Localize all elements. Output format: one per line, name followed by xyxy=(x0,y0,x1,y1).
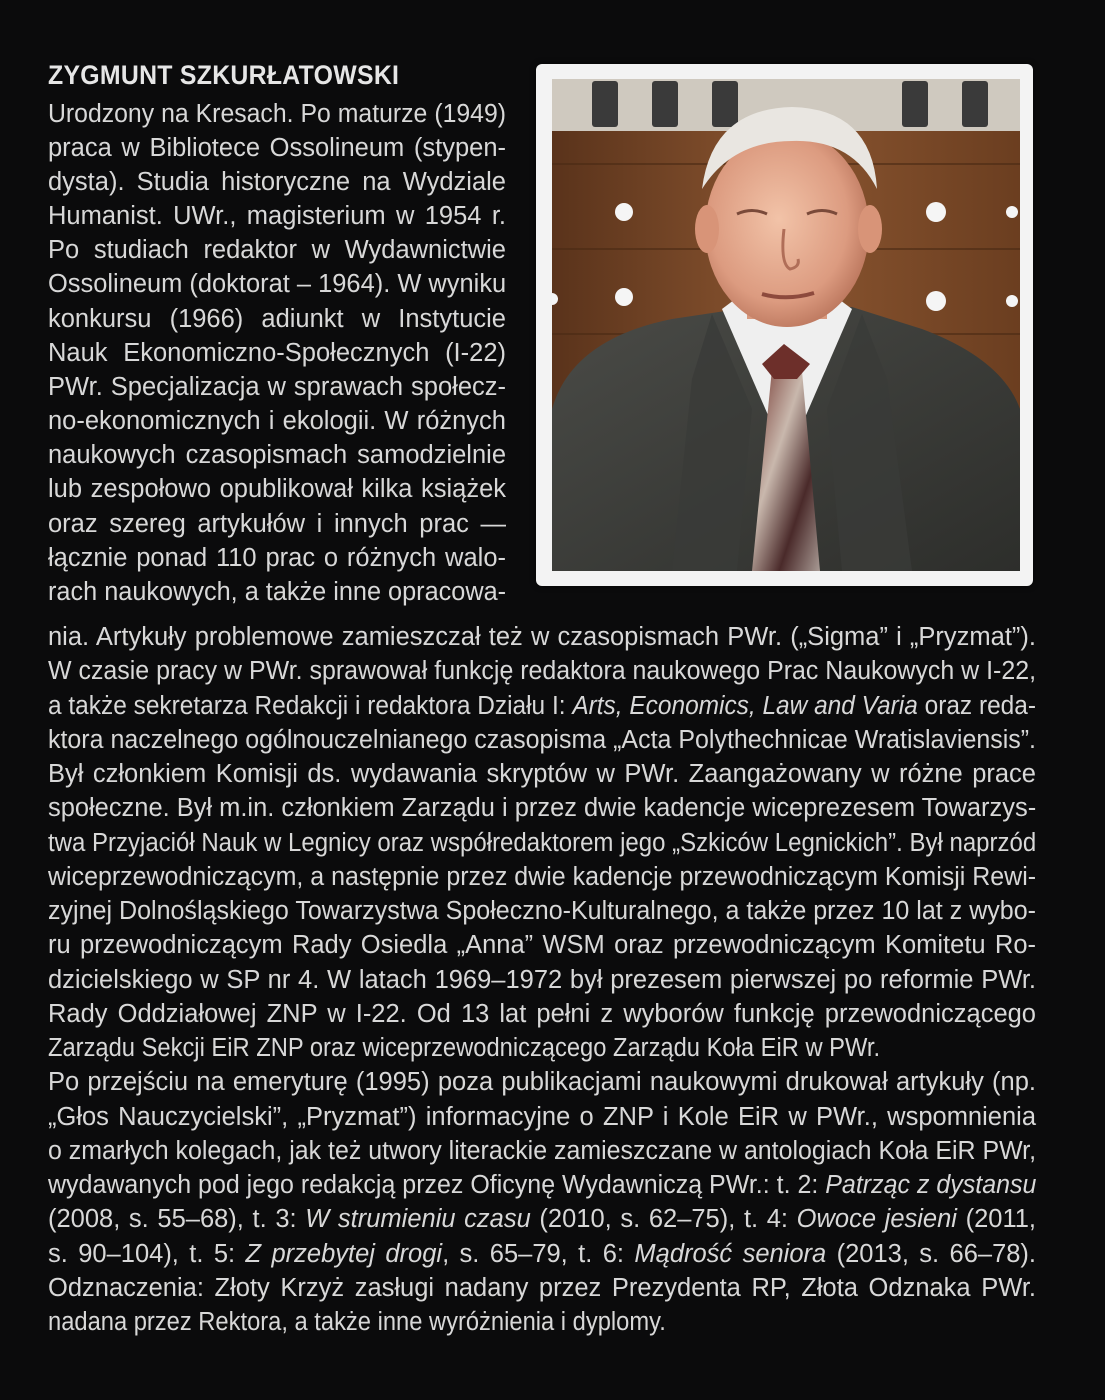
author-name: ZYGMUNT SZKURŁATOWSKI xyxy=(48,60,400,90)
bio-line: o zmarłych kolegach, jak też utwory literackie zamieszczane w antologiach Koła EiR PWr, xyxy=(48,1136,1037,1165)
bio-line: Po studiach redaktor w Wydawnictwie xyxy=(48,236,506,264)
book-title: W strumieniu czasu xyxy=(305,1205,531,1234)
bio-line: zyjnej Dolnośląskiego Towarzystwa Społeczno-Kulturalnego, a także przez 10 lat z wybo- xyxy=(48,897,1036,925)
bio-line: praca w Bibliotece Ossolineum (stypen- xyxy=(48,134,506,162)
bio-line: ktora naczelnego ogólnouczelnianego czasopisma „Acta Polythechnicae Wratislaviensis”. xyxy=(48,725,1036,754)
bio-line: Rady Oddziałowej ZNP w I-22. Od 13 lat pełni z wyborów funkcję przewodniczącego xyxy=(48,999,1036,1028)
text-run: wydawanych pod jego redakcją przez Oficynę Wydawniczą PWr.: t. 2: xyxy=(48,1171,826,1199)
bio-line xyxy=(48,1237,1036,1271)
bio-line: Urodzony na Kresach. Po maturze (1949) xyxy=(48,100,506,128)
bio-line: konkursu (1966) adiunkt w Instytucie xyxy=(48,305,506,333)
bio-line: twa Przyjaciół Nauk w Legnicy oraz współredaktorem jego „Szkiców Legnickich”. Był naprzód xyxy=(48,828,1037,857)
text-run: (2011, xyxy=(956,1205,1036,1234)
book-title: Mądrość seniora xyxy=(634,1239,827,1268)
bio-line: naukowych czasopismach samodzielnie xyxy=(48,441,506,469)
book-title: Owoce jesieni xyxy=(796,1205,957,1234)
bio-line: Humanist. UWr., magisterium w 1954 r. xyxy=(48,202,506,230)
bio-line: no-ekonomicznych i ekologii. W różnych xyxy=(48,407,506,435)
bio-line: rach naukowych, a także inne opracowa- xyxy=(48,578,507,606)
bio-line: Ossolineum (doktorat – 1964). W wyniku xyxy=(48,270,507,298)
book-title: Patrząc z dystansu xyxy=(825,1171,1037,1199)
bio-line: dzicielskiego w SP nr 4. W latach 1969–1972 był prezesem pierwszej po reformie PWr. xyxy=(48,965,1036,994)
bio-line: ru przewodniczącym Rady Osiedla „Anna” WSM oraz przewodniczącym Komitetu Ro- xyxy=(48,931,1036,960)
text-run: oraz reda- xyxy=(917,691,1036,720)
bio-line: Zarządu Sekcji EiR ZNP oraz wiceprzewodniczącego Zarządu Koła EiR w PWr. xyxy=(48,1034,881,1062)
text-run: (2010, s. 62–75), t. 4: xyxy=(530,1205,797,1234)
bio-line: dysta). Studia historyczne na Wydziale xyxy=(48,168,506,196)
bio-line: Był członkiem Komisji ds. wydawania skryptów w PWr. Zaangażowany w różne prace xyxy=(48,760,1036,788)
bio-line: PWr. Specjalizacja w sprawach społecz- xyxy=(48,373,506,401)
bio-line xyxy=(48,689,1036,723)
text-run: , s. 65–79, t. 6: xyxy=(442,1239,635,1268)
bio-line: W czasie pracy w PWr. sprawował funkcję redaktora naukowego Prac Naukowych w I-22, xyxy=(48,657,1037,686)
bio-line: „Głos Nauczycielski”, „Pryzmat”) informacyjne o ZNP i Kole EiR w PWr., wspomnienia xyxy=(48,1102,1036,1131)
bio-line: nia. Artykuły problemowe zamieszczał też w czasopismach PWr. („Sigma” i „Pryzmat”). xyxy=(48,623,1036,651)
book-title: Arts, Economics, Law and Varia xyxy=(572,691,918,720)
bio-line: Odznaczenia: Złoty Krzyż zasługi nadany przez Prezydenta RP, Złota Odznaka PWr. xyxy=(48,1273,1036,1302)
bio-line: Nauk Ekonomiczno-Społecznych (I-22) xyxy=(48,339,506,367)
bio-line: oraz szereg artykułów i innych prac — xyxy=(48,510,506,538)
text-run: (2013, s. 66–78). xyxy=(826,1239,1037,1268)
author-portrait-photo xyxy=(552,79,1020,571)
text-run: a także sekretarza Redakcji i redaktora Działu I: xyxy=(48,691,573,720)
text-run: (2008, s. 55–68), t. 3: xyxy=(48,1205,306,1234)
bio-line xyxy=(48,1202,1036,1236)
book-title: Z przebytej drogi xyxy=(245,1239,443,1268)
text-run: s. 90–104), t. 5: xyxy=(48,1239,246,1268)
bio-line xyxy=(48,1168,1036,1202)
bio-line: lub zespołowo opublikował kilka książek xyxy=(48,475,506,503)
bio-line: wiceprzewodniczącym, a następnie przez dwie kadencje przewodniczącym Komisji Rewi- xyxy=(48,862,1037,891)
bio-line: społeczne. Był m.in. członkiem Zarządu i przez dwie kadencje wiceprezesem Towarzys- xyxy=(48,794,1037,823)
bio-line: nadana przez Rektora, a także inne wyróżnienia i dyplomy. xyxy=(48,1308,666,1336)
bio-line: łącznie ponad 110 prac o różnych walo- xyxy=(48,544,506,572)
bio-line: Po przejściu na emeryturę (1995) poza publikacjami naukowymi drukował artykuły (np. xyxy=(48,1068,1036,1097)
